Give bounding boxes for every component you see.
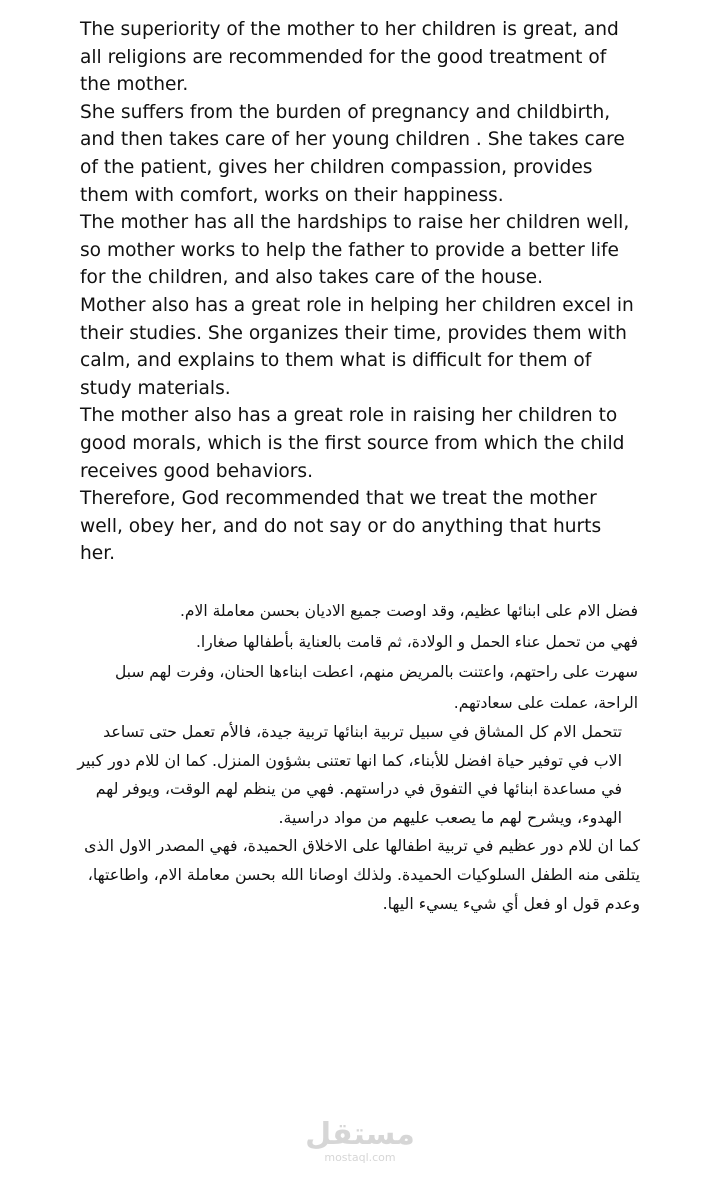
watermark-logo: مستقل (305, 1117, 415, 1152)
english-paragraph: The mother also has a great role in raising her children to good morals, which is the first source from which the child receives good behaviors. (80, 405, 625, 482)
watermark-domain: mostaql.com (324, 1151, 396, 1164)
arabic-line: سهرت على راحتهم، واعتنت بالمريض منهم، اعطت ابناءها الحنان، وفرت لهم سبل الراحة، عملت على سعادتهم. (114, 663, 638, 712)
english-paragraph: She suffers from the burden of pregnancy and childbirth, and then takes care of her young children . She takes care of the patient, gives her children compassion, provides them with comfort, works on their happiness. (80, 101, 625, 206)
arabic-line: فهي من تحمل عناء الحمل و الولادة، ثم قامت بالعناية بأطفالها صغارا. (196, 632, 638, 651)
arabic-line: فضل الام على ابنائها عظيم، وقد اوصت جميع الاديان بحسن معاملة الام. (180, 602, 638, 620)
arabic-text-block-1 (86, 596, 638, 718)
english-text-block (80, 16, 640, 568)
english-paragraph: The mother has all the hardships to raise her children well, so mother works to help the father to provide a better life for the children, and also takes care of the house. (80, 212, 630, 289)
english-paragraph: Mother also has a great role in helping her children excel in their studies. She organizes their time, provides them with calm, and explains to them what is difficult for them of study materials. (80, 294, 634, 399)
english-paragraph: Therefore, God recommended that we treat the mother well, obey her, and do not say or do anything that hurts her. (80, 488, 602, 565)
english-paragraph: The superiority of the mother to her children is great, and all religions are recommended for the good treatment of the mother. (80, 19, 619, 96)
arabic-paragraph: تتحمل الام كل المشاق في سبيل تربية ابنائها تربية جيدة، فالأم تعمل حتى تساعد الاب في توفير حياة افضل للأبناء، كما انها تعتنى بشؤون المنزل. كما ان للام دور كبير في مساعدة ابنائها في التفوق في دراستهم. فهي من ينظم لهم الوقت، ويوفر لهم الهدوء، ويشرح لهم ما يصعب عليهم من مواد دراسية. (77, 722, 622, 827)
mostaql-watermark (290, 1118, 430, 1164)
arabic-paragraph: كما ان للام دور عظيم في تربية اطفالها على الاخلاق الحميدة، فهي المصدر الاول الذى يتلقى منه الطفل السلوكيات الحميدة. ولذلك اوصانا الله بحسن معاملة الام، واطاعتها، وعدم قول او فعل أي شيء يسيء اليها. (84, 836, 640, 913)
arabic-text-block-2 (74, 718, 640, 918)
